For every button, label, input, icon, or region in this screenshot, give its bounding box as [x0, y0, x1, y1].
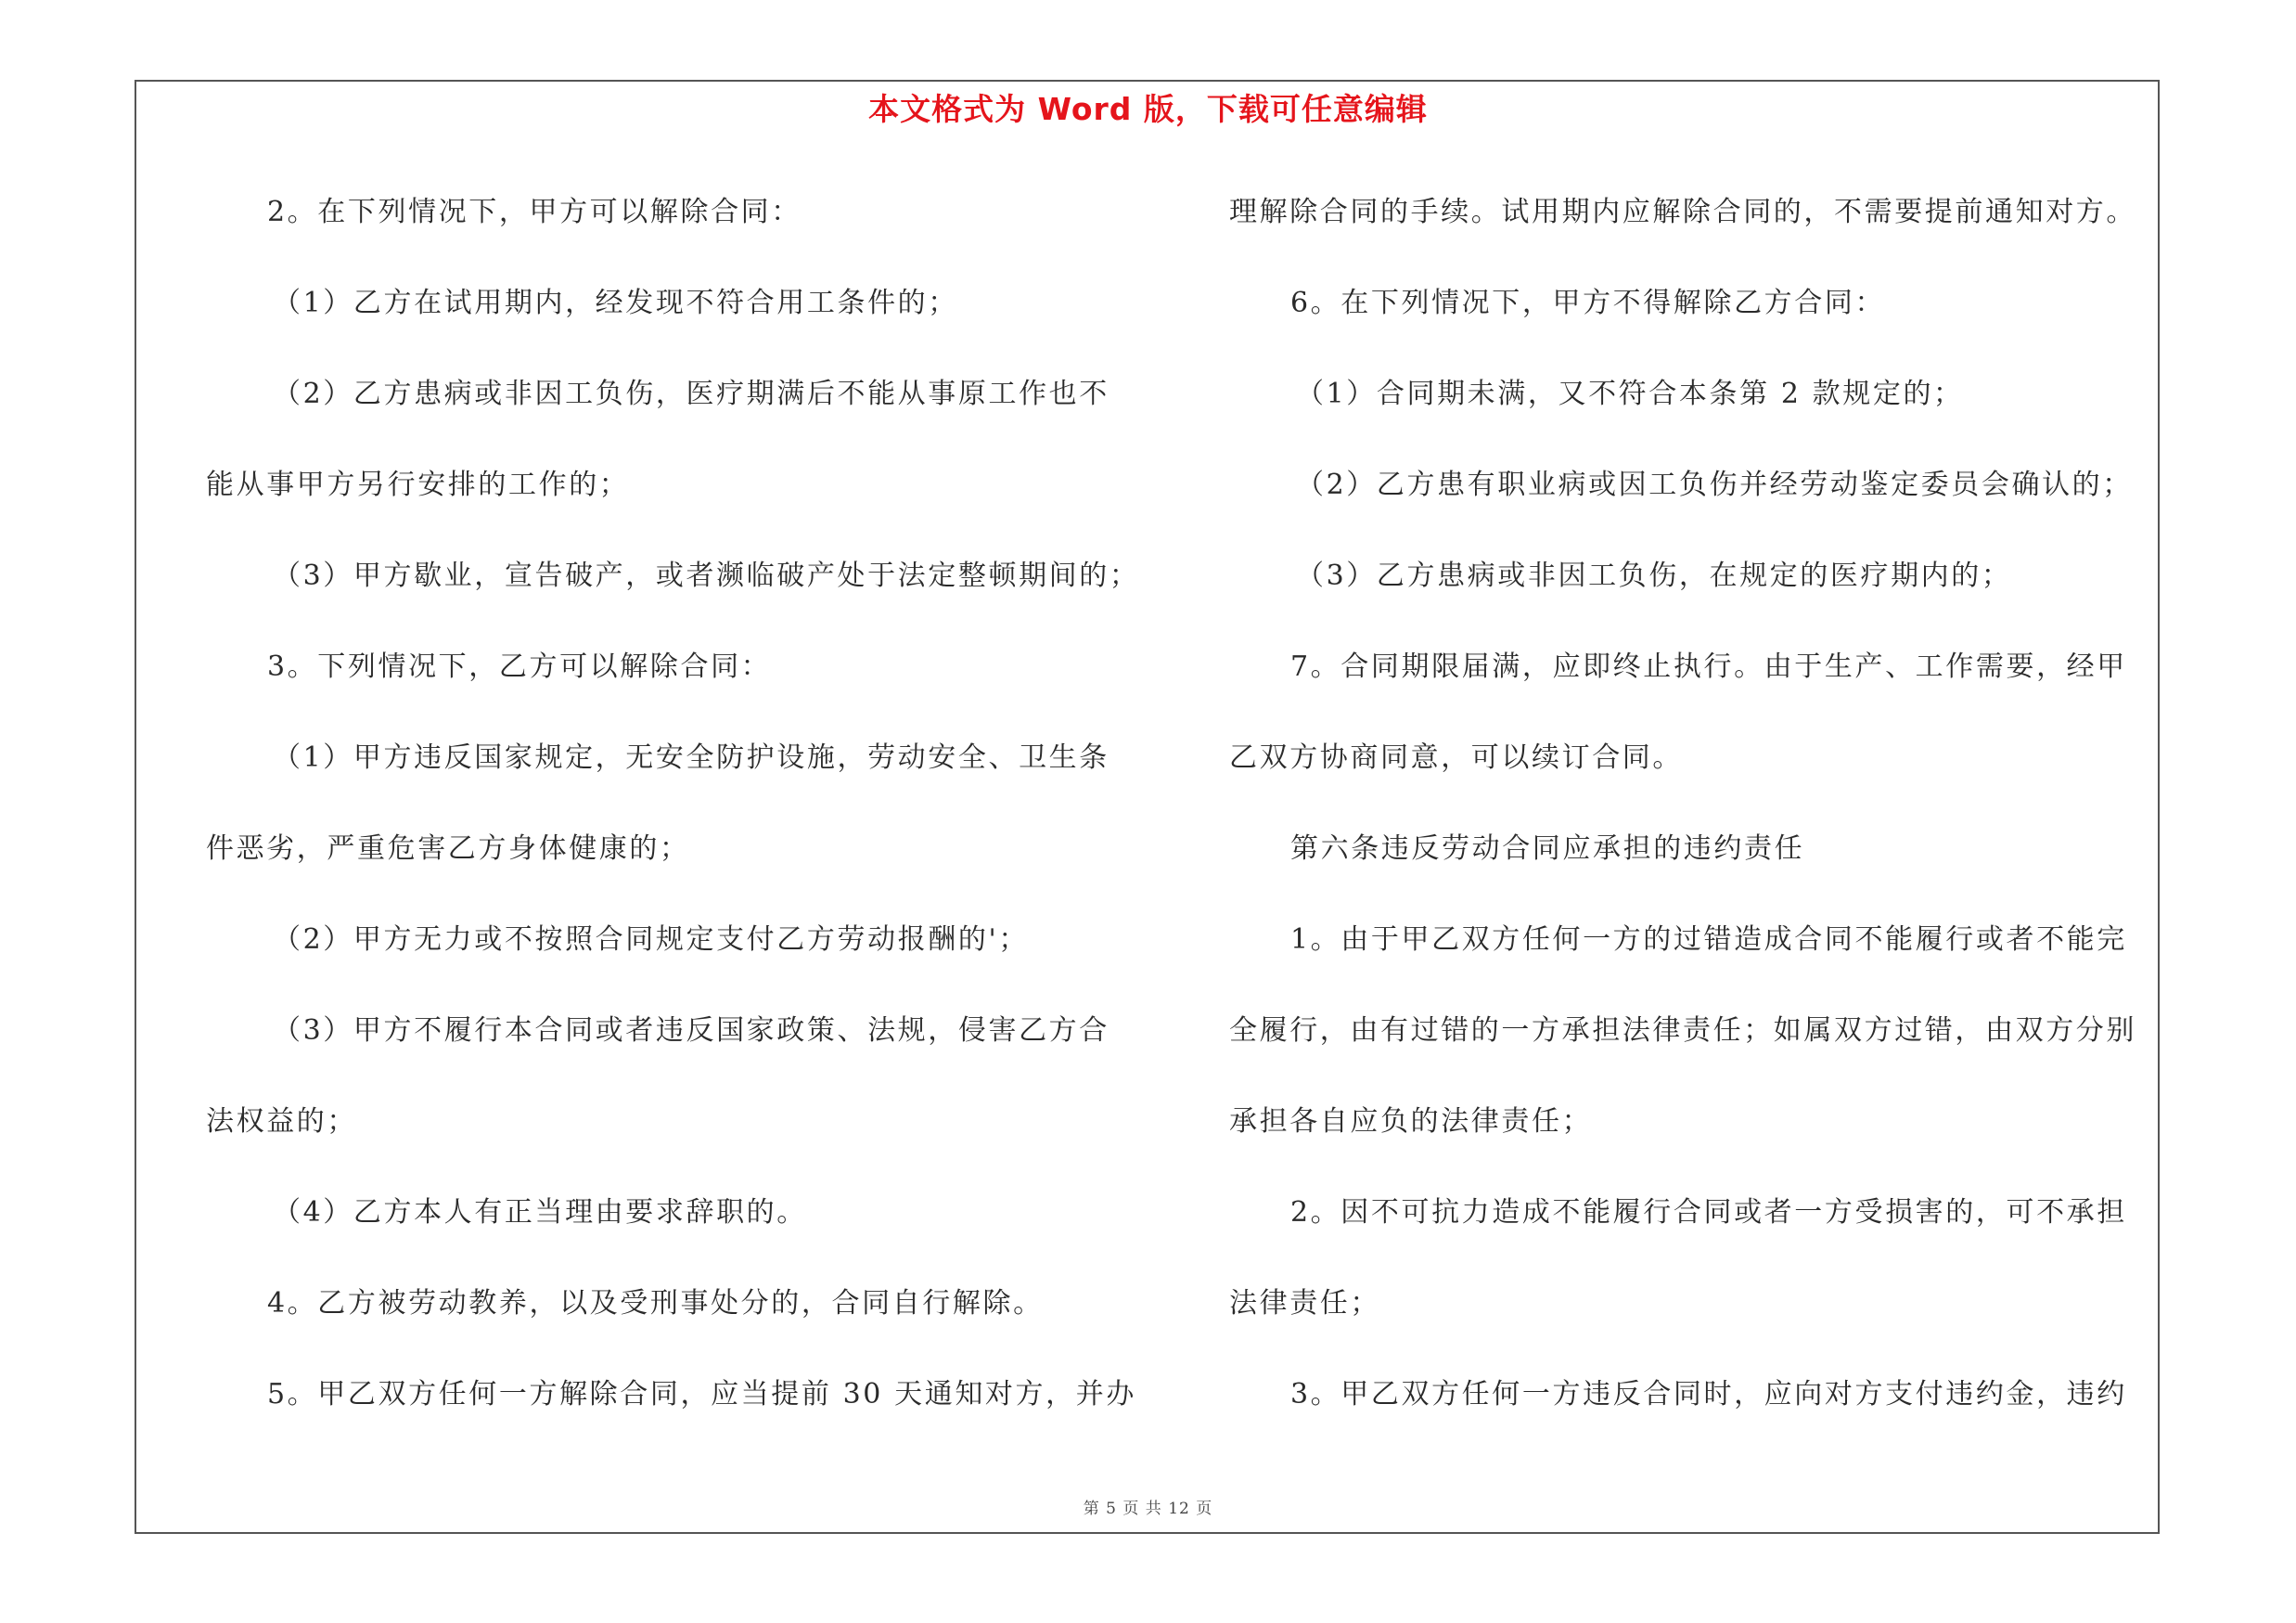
paragraph-line: 件恶劣，严重危害乙方身体健康的；: [206, 832, 690, 865]
paragraph-line: 1。由于甲乙双方任何一方的过错造成合同不能履行或者不能完: [1290, 923, 2127, 956]
paragraph-line: （4）乙方本人有正当理由要求辞职的。: [273, 1196, 807, 1229]
paragraph-line: （3）甲方不履行本合同或者违反国家政策、法规，侵害乙方合: [273, 1014, 1110, 1047]
paragraph-line: 能从事甲方另行安排的工作的；: [206, 469, 630, 501]
paragraph-line: 法权益的；: [206, 1105, 357, 1138]
paragraph-line: （2）甲方无力或不按照合同规定支付乙方劳动报酬的'；: [273, 923, 1029, 956]
paragraph-line: （1）合同期未满，又不符合本条第 2 款规定的；: [1296, 378, 1964, 410]
paragraph-line: 乙双方协商同意，可以续订合同。: [1229, 741, 1683, 774]
section-heading: 第六条违反劳动合同应承担的违约责任: [1290, 832, 1805, 865]
paragraph-line: （3）甲方歇业，宣告破产，或者濒临破产处于法定整顿期间的；: [273, 560, 1140, 592]
paragraph-line: 3。下列情况下，乙方可以解除合同：: [267, 650, 772, 683]
paragraph-line: 承担各自应负的法律责任；: [1229, 1105, 1593, 1138]
paragraph-line: （2）乙方患有职业病或因工负伤并经劳动鉴定委员会确认的；: [1296, 469, 2133, 501]
paragraph-line: （2）乙方患病或非因工负伤，医疗期满后不能从事原工作也不: [273, 378, 1110, 410]
paragraph-line: 理解除合同的手续。试用期内应解除合同的，不需要提前通知对方。: [1229, 196, 2136, 228]
paragraph-line: 3。甲乙双方任何一方违反合同时，应向对方支付违约金，违约: [1290, 1378, 2127, 1410]
paragraph-line: （3）乙方患病或非因工负伤，在规定的医疗期内的；: [1296, 560, 2012, 592]
paragraph-line: 6。在下列情况下，甲方不得解除乙方合同：: [1290, 287, 1886, 319]
paragraph-line: （1）乙方在试用期内，经发现不符合用工条件的；: [273, 287, 958, 319]
page-number-footer: 第 5 页 共 12 页: [1083, 1500, 1213, 1518]
paragraph-line: 2。因不可抗力造成不能履行合同或者一方受损害的，可不承担: [1290, 1196, 2127, 1229]
editable-word-banner: 本文格式为 Word 版，下载可任意编辑: [868, 91, 1428, 127]
paragraph-line: 4。乙方被劳动教养，以及受刑事处分的，合同自行解除。: [267, 1287, 1044, 1320]
paragraph-line: 7。合同期限届满，应即终止执行。由于生产、工作需要，经甲: [1290, 650, 2127, 683]
paragraph-line: 5。甲乙双方任何一方解除合同，应当提前 30 天通知对方，并办: [267, 1378, 1136, 1410]
paragraph-line: （1）甲方违反国家规定，无安全防护设施，劳动安全、卫生条: [273, 741, 1110, 774]
paragraph-line: 2。在下列情况下，甲方可以解除合同：: [267, 196, 802, 228]
paragraph-line: 全履行，由有过错的一方承担法律责任；如属双方过错，由双方分别: [1229, 1014, 2136, 1047]
paragraph-line: 法律责任；: [1229, 1287, 1380, 1320]
